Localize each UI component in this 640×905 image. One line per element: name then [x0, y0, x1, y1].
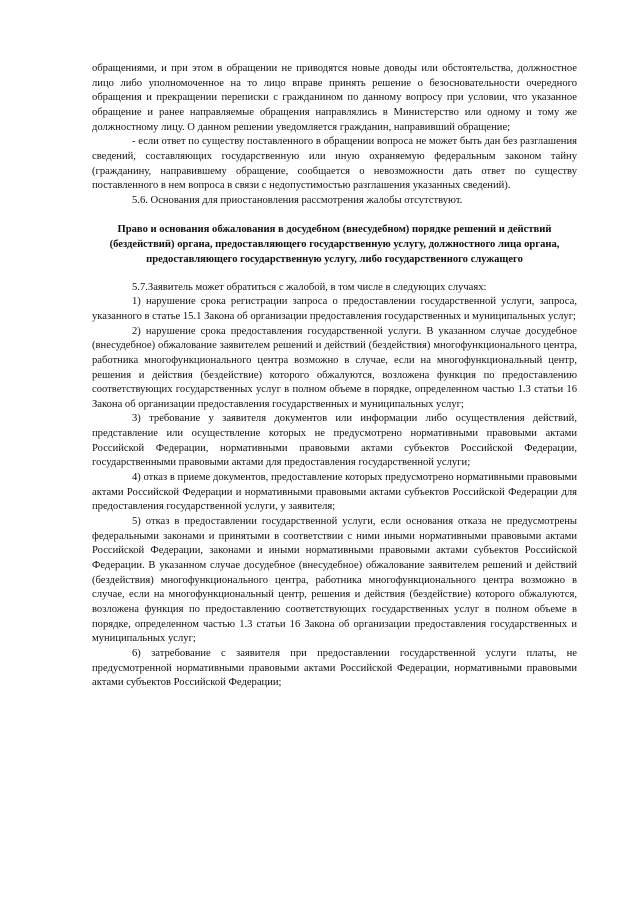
paragraph-secrecy-clause: - если ответ по существу поставленного в обращении вопроса не может быть дан без разглашения сведений, составляющих государственную или иную охраняемую федеральным законом тайну (гражданину, направившему обращение, сообщается о невозможности дать ответ по существу поставленного в нем вопроса в связи с недопустимостью разглашения указанных сведений). — [92, 136, 577, 192]
section-heading: Право и основания обжалования в досудебном (внесудебном) порядке решений и действий (бездействий) органа, предоставляющего государственную услугу, должностного лица органа, предоставляющего государственную услугу, либо государственного служащего — [109, 223, 560, 265]
paragraph-5-6: 5.6. Основания для приостановления рассмотрения жалобы отсутствуют. — [132, 194, 463, 206]
list-item-2: 2) нарушение срока предоставления государственной услуги. В указанном случае досудебное (внесудебное) обжалование заявителем решений и действий (бездействия) многофункционального центра, работника многофункционального центра возможно в случае, если на многофункциональный центр, решения и действия (бездействие) которого обжалуются, возложена функция по предоставлению соответствующих государственных услуг в полном объеме в порядке, определенном частью 1.3 статьи 16 Закона об организации предоставления государственных и муниципальных услуг; — [92, 325, 577, 410]
list-item-4: 4) отказ в приеме документов, предоставление которых предусмотрено нормативными правовыми актами Российской Федерации и нормативными правовыми актами субъектов Российской Федерации для предоставления государственной услуги, у заявителя; — [92, 472, 577, 513]
document-page — [92, 62, 577, 691]
paragraph-continuation: обращениями, и при этом в обращении не приводятся новые доводы или обстоятельства, должностное лицо либо уполномоченное на то лицо вправе принять решение о безосновательности очередного обращения и прекращении переписки с гражданином по данному вопросу при условии, что указанное обращение и ранее направляемые обращения направлялись в Министерство или одному и тому же должностному лицу. О данном решении уведомляется гражданин, направивший обращение; — [92, 63, 577, 133]
list-item-6: 6) затребование с заявителя при предоставлении государственной услуги платы, не предусмотренной нормативными правовыми актами Российской Федерации, нормативными правовыми актами субъектов Российской Федерации; — [92, 647, 577, 689]
paragraph-5-7: 5.7.Заявитель может обратиться с жалобой, в том числе в следующих случаях: — [132, 281, 487, 293]
list-item-1: 1) нарушение срока регистрации запроса о предоставлении государственной услуги, запроса, указанного в статье 15.1 Закона об организации предоставления государственных и муниципальных услуг; — [92, 296, 577, 322]
list-item-5: 5) отказ в предоставлении государственной услуги, если основания отказа не предусмотрены федеральными законами и принятыми в соответствии с ними иными нормативными правовыми актами Российской Федерации, законами и иными нормативными правовыми актами субъектов Российской Федерации. В указанном случае досудебное (внесудебное) обжалование заявителем решений и действий (бездействия) многофункционального центра, работника многофункционального центра возможно в случае, если на многофункциональный центр, решения и действия (бездействие) которого обжалуются, возложена функция по предоставлению соответствующих государственных услуг в полном объеме в порядке, определенном частью 1.3 статьи 16 Закона об организации предоставления государственных и муниципальных услуг; — [92, 516, 577, 645]
list-item-3: 3) требование у заявителя документов или информации либо осуществления действий, представление или осуществление которых не предусмотрено нормативными правовыми актами Российской Федерации, нормативными правовыми актами субъектов Российской Федерации, государственными правовыми актами для предоставления государственной услуги; — [92, 413, 577, 469]
